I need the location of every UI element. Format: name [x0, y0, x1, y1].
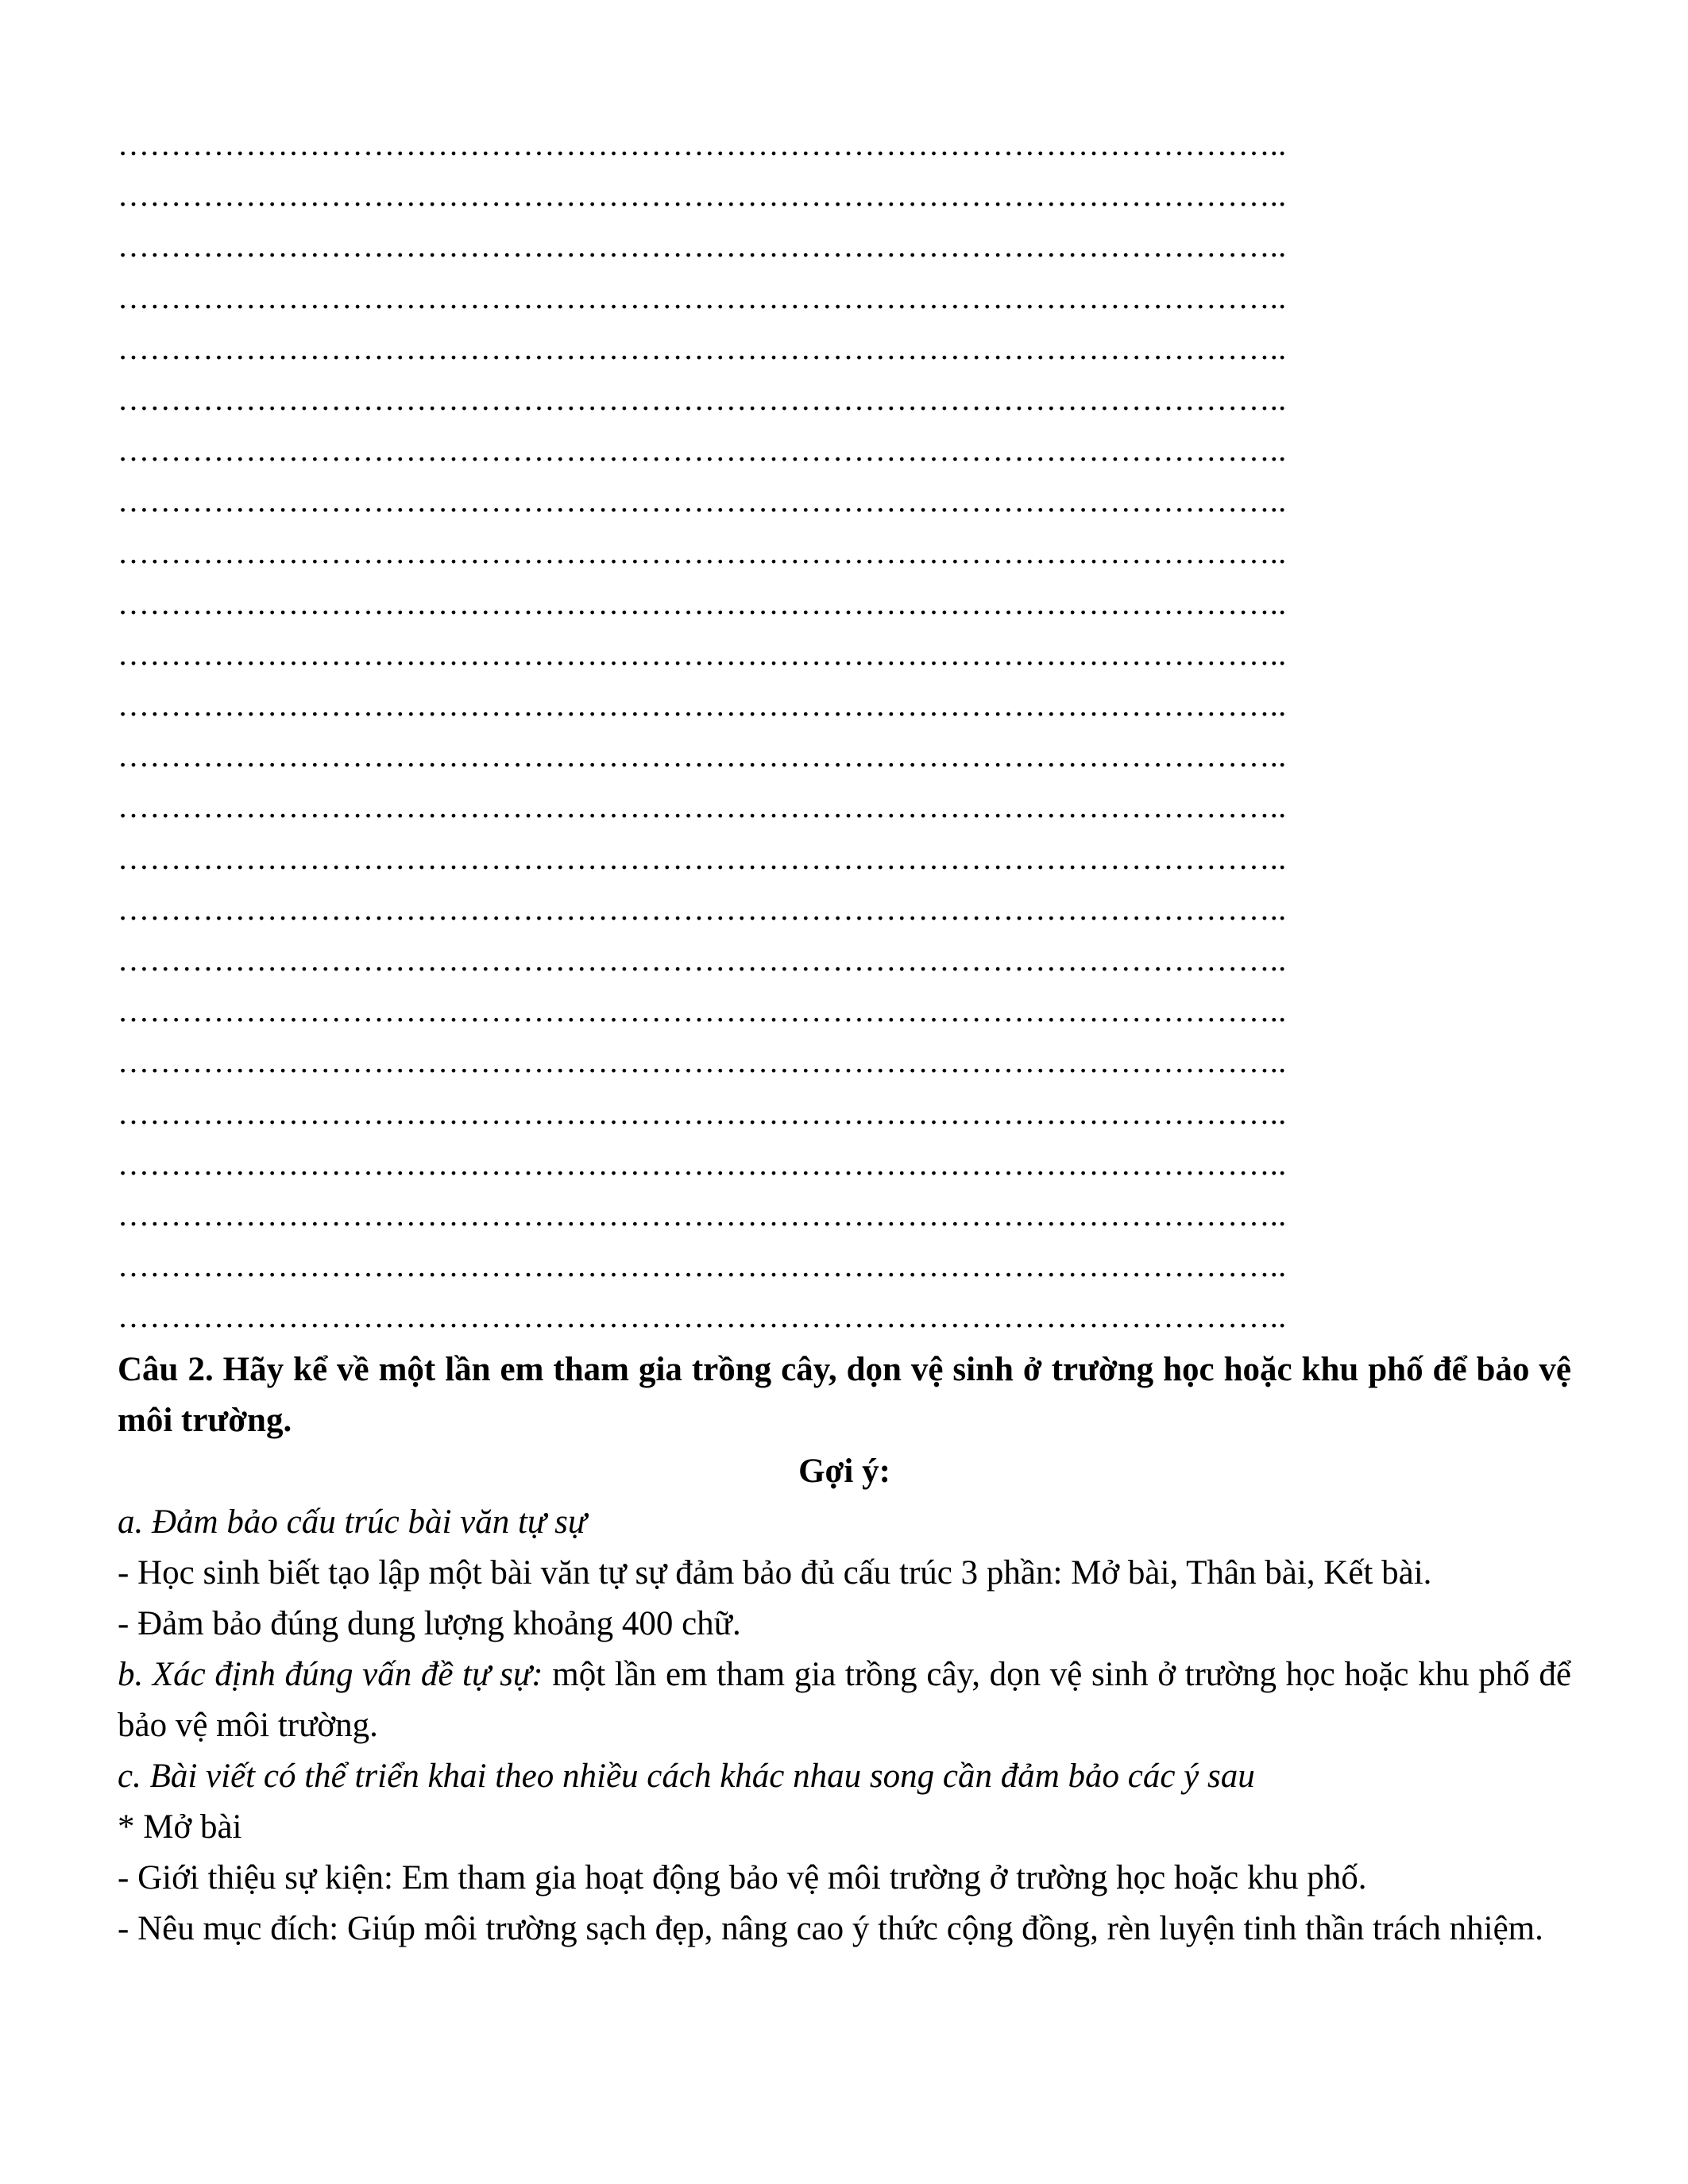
hint-c-heading: c. Bài viết có thể triển khai theo nhiều cách khác nhau song cần đảm bảo các ý sau	[118, 1757, 1255, 1795]
answer-line: ………………………………………………………………………………………………..	[118, 789, 1287, 825]
hint-a-line-2: - Đảm bảo đúng dung lượng khoảng 400 chữ.	[118, 1604, 741, 1642]
hint-b-paragraph	[118, 1650, 1571, 1751]
hint-b-heading: b. Xác định đúng vấn đề tự sự:	[118, 1655, 543, 1693]
answer-line: ………………………………………………………………………………………………..	[118, 687, 1287, 723]
answer-line: ………………………………………………………………………………………………..	[118, 279, 1287, 315]
document-page	[118, 119, 1571, 1954]
answer-line: ………………………………………………………………………………………………..	[118, 635, 1287, 672]
mo-bai-line-1: - Giới thiệu sự kiện: Em tham gia hoạt động bảo vệ môi trường ở trường học hoặc khu phố.	[118, 1858, 1367, 1897]
answer-line: ………………………………………………………………………………………………..	[118, 890, 1287, 927]
answer-line: ………………………………………………………………………………………………..	[118, 330, 1287, 366]
answer-line: ………………………………………………………………………………………………..	[118, 585, 1287, 621]
answer-line: ………………………………………………………………………………………………..	[118, 1196, 1287, 1233]
hint-a-line-1: - Học sinh biết tạo lập một bài văn tự sự đảm bảo đủ cấu trúc 3 phần: Mở bài, Thân bài, Kết bài.	[118, 1553, 1432, 1592]
answer-line: ………………………………………………………………………………………………..	[118, 534, 1287, 570]
answer-line: ………………………………………………………………………………………………..	[118, 126, 1287, 162]
mo-bai-line-2: - Nêu mục đích: Giúp môi trường sạch đẹp, nâng cao ý thức cộng đồng, rèn luyện tinh thần trách nhiệm.	[118, 1909, 1543, 1947]
answer-line: ………………………………………………………………………………………………..	[118, 942, 1287, 978]
answer-line: ………………………………………………………………………………………………..	[118, 993, 1287, 1029]
answer-line: ………………………………………………………………………………………………..	[118, 228, 1287, 264]
answer-line: ………………………………………………………………………………………………..	[118, 1298, 1287, 1335]
answer-line: ………………………………………………………………………………………………..	[118, 177, 1287, 214]
answer-line: ………………………………………………………………………………………………..	[118, 738, 1287, 774]
answer-line: ………………………………………………………………………………………………..	[118, 1145, 1287, 1182]
answer-lines	[118, 119, 1571, 1343]
question-2: Câu 2. Hãy kể về một lần em tham gia trồng cây, dọn vệ sinh ở trường học hoặc khu phố để bảo vệ môi trường.	[118, 1350, 1571, 1439]
answer-line: ………………………………………………………………………………………………..	[118, 839, 1287, 876]
answer-line: ………………………………………………………………………………………………..	[118, 432, 1287, 469]
hint-b-text: một lần em tham gia trồng cây, dọn vệ sinh ở trường học hoặc khu phố để bảo vệ môi trường.	[118, 1655, 1571, 1744]
answer-line: ………………………………………………………………………………………………..	[118, 380, 1287, 417]
answer-line: ………………………………………………………………………………………………..	[118, 1044, 1287, 1080]
answer-line: ………………………………………………………………………………………………..	[118, 483, 1287, 519]
answer-line: ………………………………………………………………………………………………..	[118, 1094, 1287, 1131]
hint-title: Gợi ý:	[798, 1452, 890, 1490]
hint-a-heading: a. Đảm bảo cấu trúc bài văn tự sự	[118, 1503, 587, 1541]
answer-line: ………………………………………………………………………………………………..	[118, 1248, 1287, 1284]
mo-bai-heading: * Mở bài	[118, 1808, 242, 1846]
